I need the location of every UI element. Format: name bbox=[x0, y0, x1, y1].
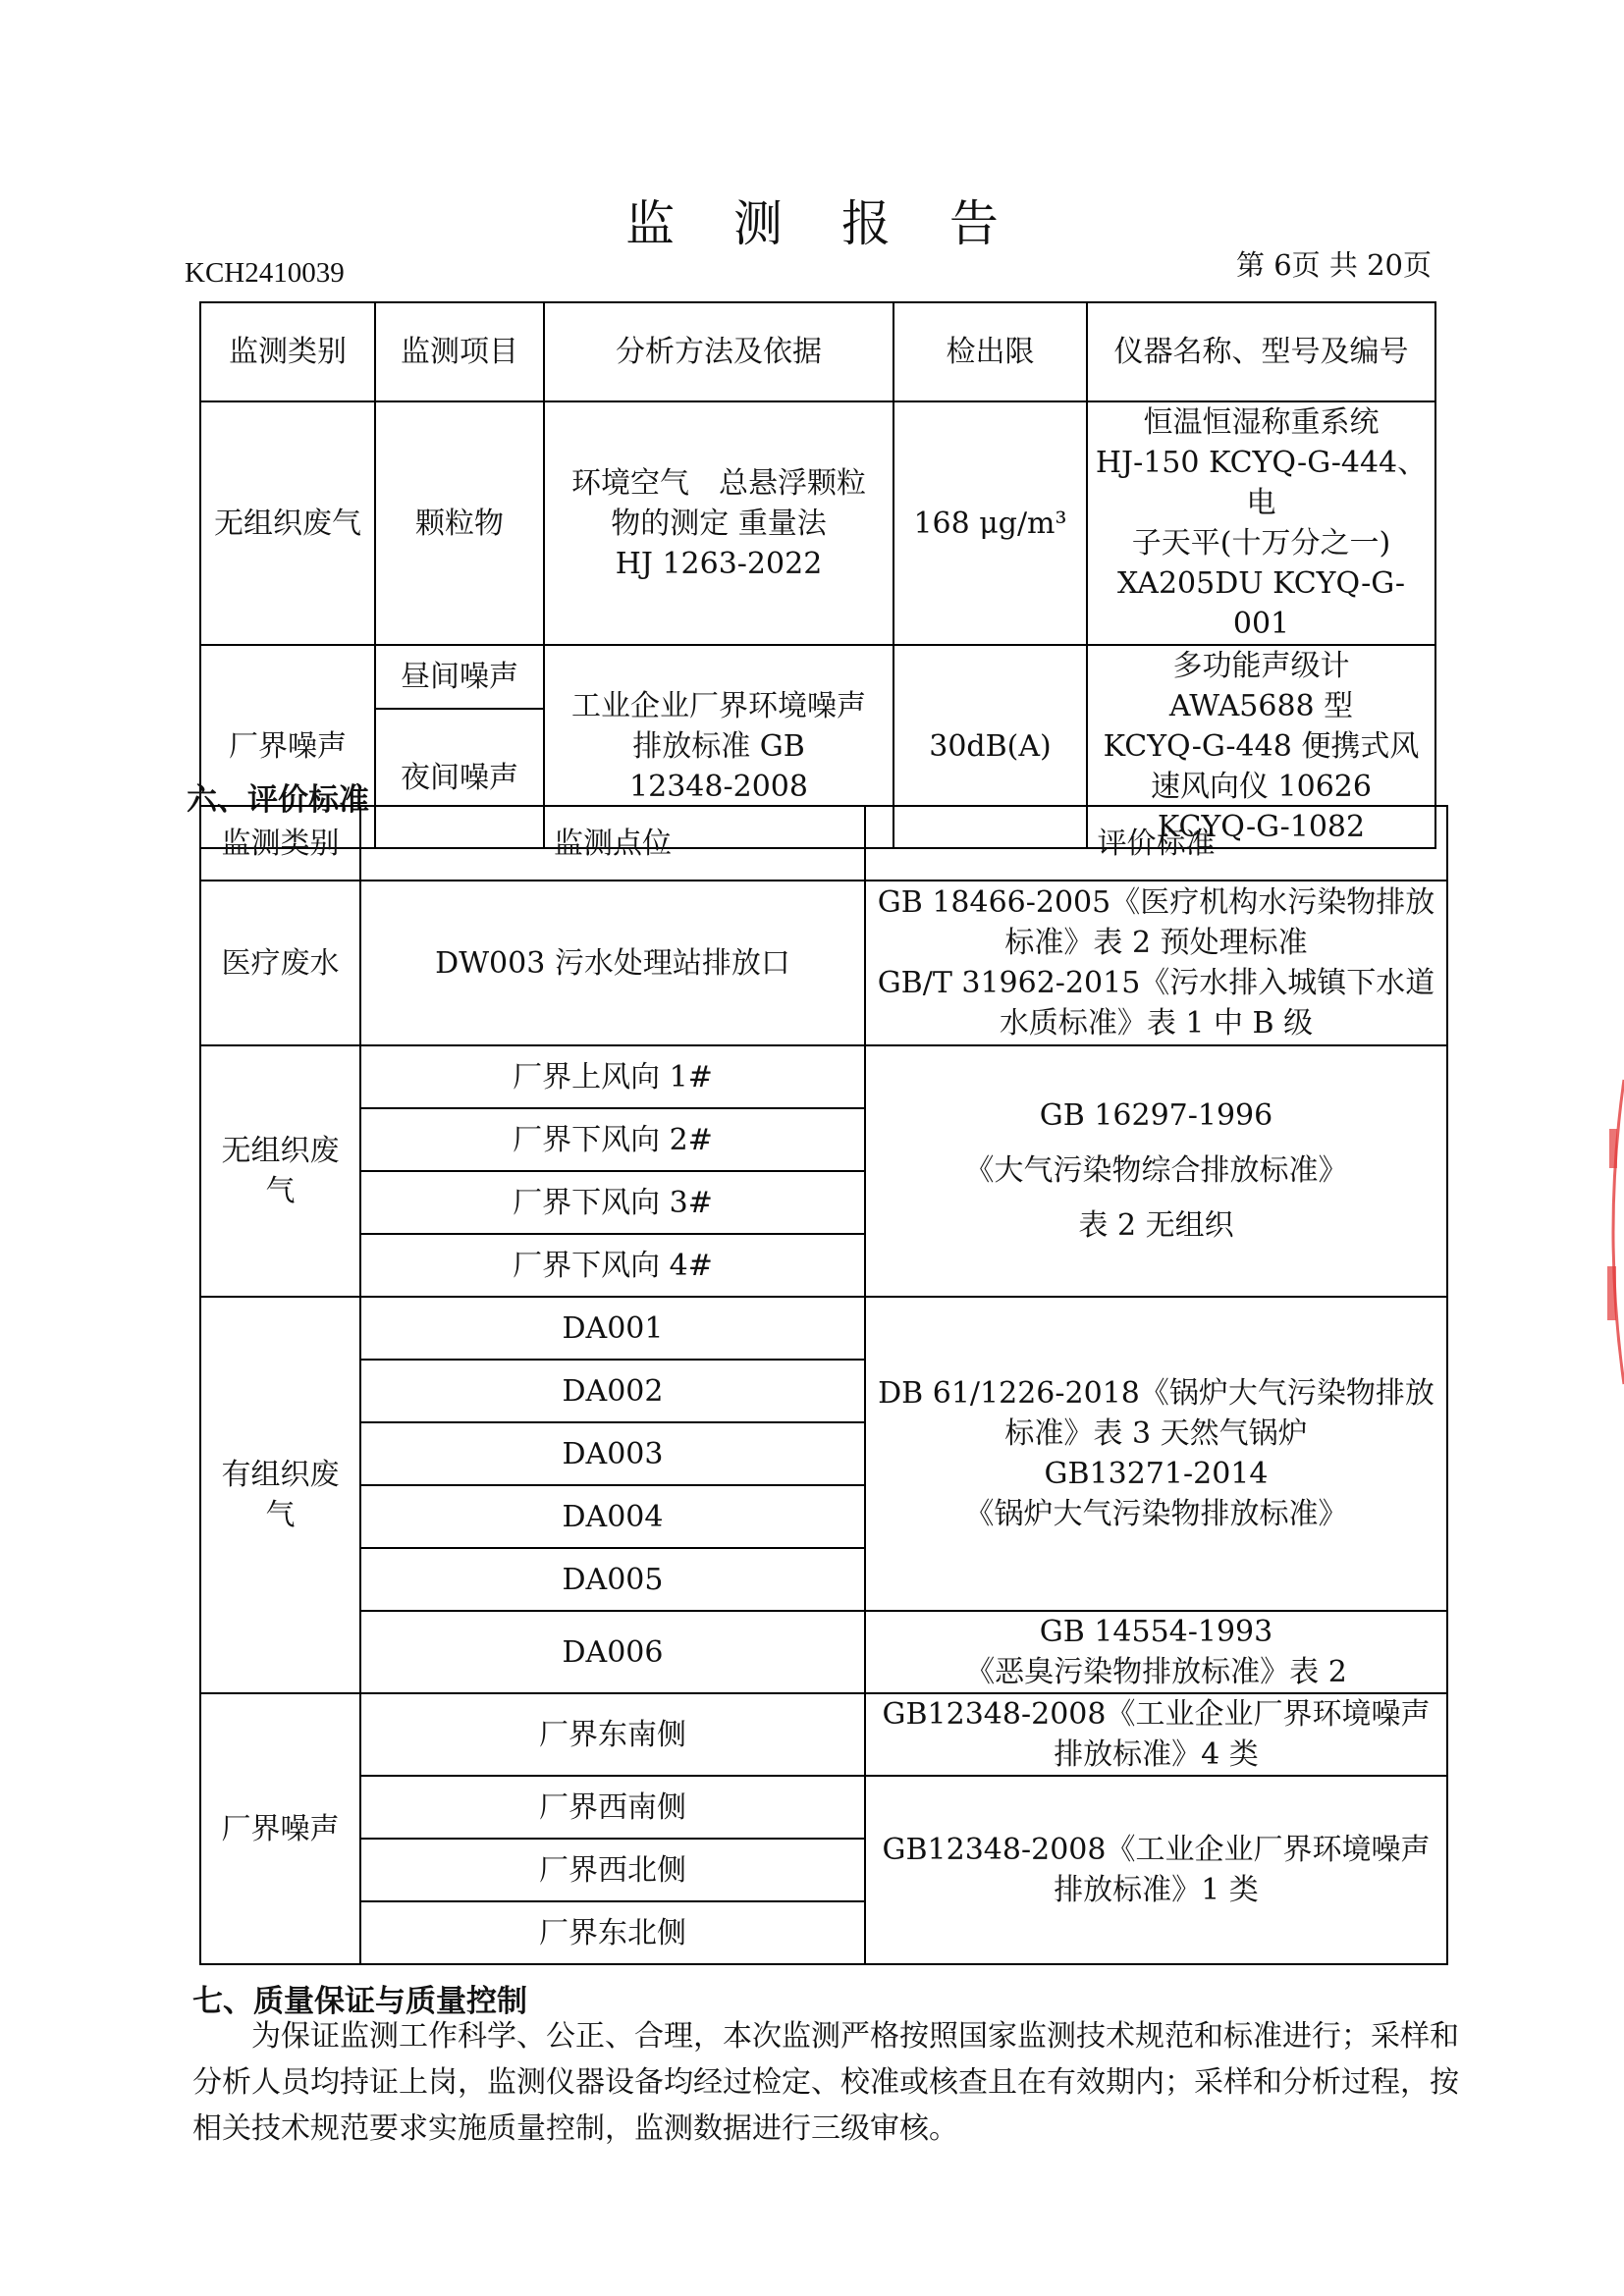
point-cell: 厂界东南侧 bbox=[360, 1693, 865, 1776]
table-row bbox=[200, 1776, 1447, 1839]
standard-line: 排放标准》4 类 bbox=[1054, 1737, 1259, 1772]
standard-cell bbox=[865, 1776, 1447, 1964]
table-row bbox=[200, 401, 1435, 645]
seal-arc bbox=[1613, 1080, 1624, 1384]
method-line: HJ 1263-2022 bbox=[615, 546, 823, 581]
quality-control-paragraph bbox=[192, 2013, 1459, 2152]
point-cell: 厂界下风向 3# bbox=[360, 1171, 865, 1234]
table-row bbox=[200, 1611, 1447, 1693]
standard-line: GB 14554-1993 bbox=[1039, 1615, 1273, 1649]
section-7-heading: 七、质量保证与质量控制 bbox=[192, 1984, 527, 2019]
standard-line: 表 2 无组织 bbox=[1078, 1208, 1234, 1243]
seal-stamp bbox=[1595, 1070, 1624, 1394]
paragraph-text: 为保证监测工作科学、公正、合理，本次监测严格按照国家监测技术规范和标准进行；采样和分析人员均持证上岗，监测仪器设备均经过检定、校准或核查且在有效期内；采样和分析过程，按相关技术规范要求实施质量控制，监测数据进行三级审核。 bbox=[192, 2019, 1459, 2146]
header-instrument: 仪器名称、型号及编号 bbox=[1087, 302, 1435, 401]
standard-cell bbox=[865, 1611, 1447, 1693]
instrument-line: 多功能声级计 bbox=[1172, 649, 1350, 683]
standard-cell bbox=[865, 881, 1447, 1045]
instrument-line: HJ-150 KCYQ-G-444、电 bbox=[1095, 446, 1428, 520]
method-cell bbox=[544, 401, 893, 645]
standard-line: GB12348-2008《工业企业厂界环境噪声 bbox=[882, 1833, 1431, 1867]
point-cell: DA006 bbox=[360, 1611, 865, 1693]
table-row bbox=[200, 645, 1435, 709]
point-cell: 厂界东北侧 bbox=[360, 1901, 865, 1964]
point-cell: 厂界上风向 1# bbox=[360, 1045, 865, 1108]
standard-line: 《锅炉大气污染物排放标准》 bbox=[964, 1497, 1348, 1531]
standard-line: 排放标准》1 类 bbox=[1054, 1873, 1259, 1907]
header-category: 监测类别 bbox=[200, 806, 360, 881]
point-cell: DW003 污水处理站排放口 bbox=[360, 881, 865, 1045]
category-cell bbox=[200, 1045, 360, 1297]
point-cell: 厂界西北侧 bbox=[360, 1839, 865, 1901]
instrument-line: 子天平(十万分之一) bbox=[1131, 526, 1391, 561]
point-cell: DA003 bbox=[360, 1422, 865, 1485]
report-title: 监 测 报 告 bbox=[625, 195, 1020, 252]
instrument-line: 恒温恒湿称重系统 bbox=[1143, 405, 1380, 440]
category-line: 有组织废 bbox=[221, 1458, 340, 1492]
standard-line: 《恶臭污染物排放标准》表 2 bbox=[965, 1655, 1347, 1689]
header-category: 监测类别 bbox=[200, 302, 375, 401]
header-point: 监测点位 bbox=[360, 806, 865, 881]
point-cell: 厂界西南侧 bbox=[360, 1776, 865, 1839]
limit-cell: 168 μg/m³ bbox=[893, 401, 1087, 645]
methods-table bbox=[199, 301, 1436, 849]
standard-line: 《大气污染物综合排放标准》 bbox=[964, 1153, 1348, 1188]
instrument-line: 速风向仪 10626 bbox=[1151, 770, 1372, 804]
seal-mark bbox=[1609, 1129, 1617, 1168]
item-cell: 昼间噪声 bbox=[375, 645, 544, 709]
standard-line: GB 16297-1996 bbox=[1039, 1098, 1273, 1133]
standard-line: GB 18466-2005《医疗机构水污染物排放 bbox=[877, 885, 1435, 920]
standard-line: 水质标准》表 1 中 B 级 bbox=[999, 1006, 1314, 1041]
category-line: 气 bbox=[265, 1174, 296, 1208]
standard-line: 标准》表 3 天然气锅炉 bbox=[1004, 1416, 1308, 1451]
category-cell bbox=[200, 1297, 360, 1693]
category-cell: 厂界噪声 bbox=[200, 645, 375, 848]
category-line: 无组织废 bbox=[221, 1134, 340, 1168]
header-method: 分析方法及依据 bbox=[544, 302, 893, 401]
method-line: 工业企业厂界环境噪声 bbox=[571, 689, 866, 723]
method-line: 12348-2008 bbox=[629, 770, 808, 804]
header-limit: 检出限 bbox=[893, 302, 1087, 401]
standards-table bbox=[199, 805, 1448, 1965]
standard-cell bbox=[865, 1045, 1447, 1297]
instrument-line: XA205DU KCYQ-G-001 bbox=[1117, 566, 1405, 641]
point-cell: 厂界下风向 2# bbox=[360, 1108, 865, 1171]
category-line: 气 bbox=[265, 1498, 296, 1532]
standard-cell bbox=[865, 1693, 1447, 1776]
standard-line: DB 61/1226-2018《锅炉大气污染物排放 bbox=[878, 1376, 1435, 1411]
point-cell: DA004 bbox=[360, 1485, 865, 1548]
table-row bbox=[200, 1045, 1447, 1108]
table-row bbox=[200, 1297, 1447, 1360]
method-line: 环境空气 总悬浮颗粒 bbox=[571, 465, 866, 501]
method-line: 排放标准 GB bbox=[632, 729, 805, 764]
instrument-line: KCYQ-G-448 便携式风 bbox=[1103, 729, 1420, 764]
table-header-row bbox=[200, 806, 1447, 881]
instrument-cell bbox=[1087, 401, 1435, 645]
instrument-line: KCYQ-G-1082 bbox=[1157, 810, 1366, 844]
point-cell: 厂界下风向 4# bbox=[360, 1234, 865, 1297]
seal-mark bbox=[1607, 1266, 1616, 1320]
item-cell: 夜间噪声 bbox=[375, 709, 544, 848]
standard-line: GB12348-2008《工业企业厂界环境噪声 bbox=[882, 1697, 1431, 1732]
table-header-row bbox=[200, 302, 1435, 401]
header-item: 监测项目 bbox=[375, 302, 544, 401]
method-line: 物的测定 重量法 bbox=[611, 506, 827, 541]
section-6-heading: 六、评价标准 bbox=[187, 782, 369, 818]
category-cell: 厂界噪声 bbox=[200, 1693, 360, 1964]
standard-line: 标准》表 2 预处理标准 bbox=[1004, 926, 1308, 960]
table-row bbox=[200, 1693, 1447, 1776]
instrument-line: AWA5688 型 bbox=[1168, 689, 1354, 723]
item-cell: 颗粒物 bbox=[375, 401, 544, 645]
category-cell: 无组织废气 bbox=[200, 401, 375, 645]
standard-line: GB13271-2014 bbox=[1044, 1457, 1269, 1491]
point-cell: DA001 bbox=[360, 1297, 865, 1360]
standard-cell bbox=[865, 1297, 1447, 1611]
table-row bbox=[200, 881, 1447, 1045]
page-number: 第 6页 共 20页 bbox=[1235, 248, 1432, 282]
report-code: KCH2410039 bbox=[185, 257, 345, 289]
header-standard: 评价标准 bbox=[865, 806, 1447, 881]
point-cell: DA002 bbox=[360, 1360, 865, 1422]
limit-cell: 30dB(A) bbox=[893, 645, 1087, 848]
point-cell: DA005 bbox=[360, 1548, 865, 1611]
standard-line: GB/T 31962-2015《污水排入城镇下水道 bbox=[877, 966, 1435, 1000]
category-cell: 医疗废水 bbox=[200, 881, 360, 1045]
